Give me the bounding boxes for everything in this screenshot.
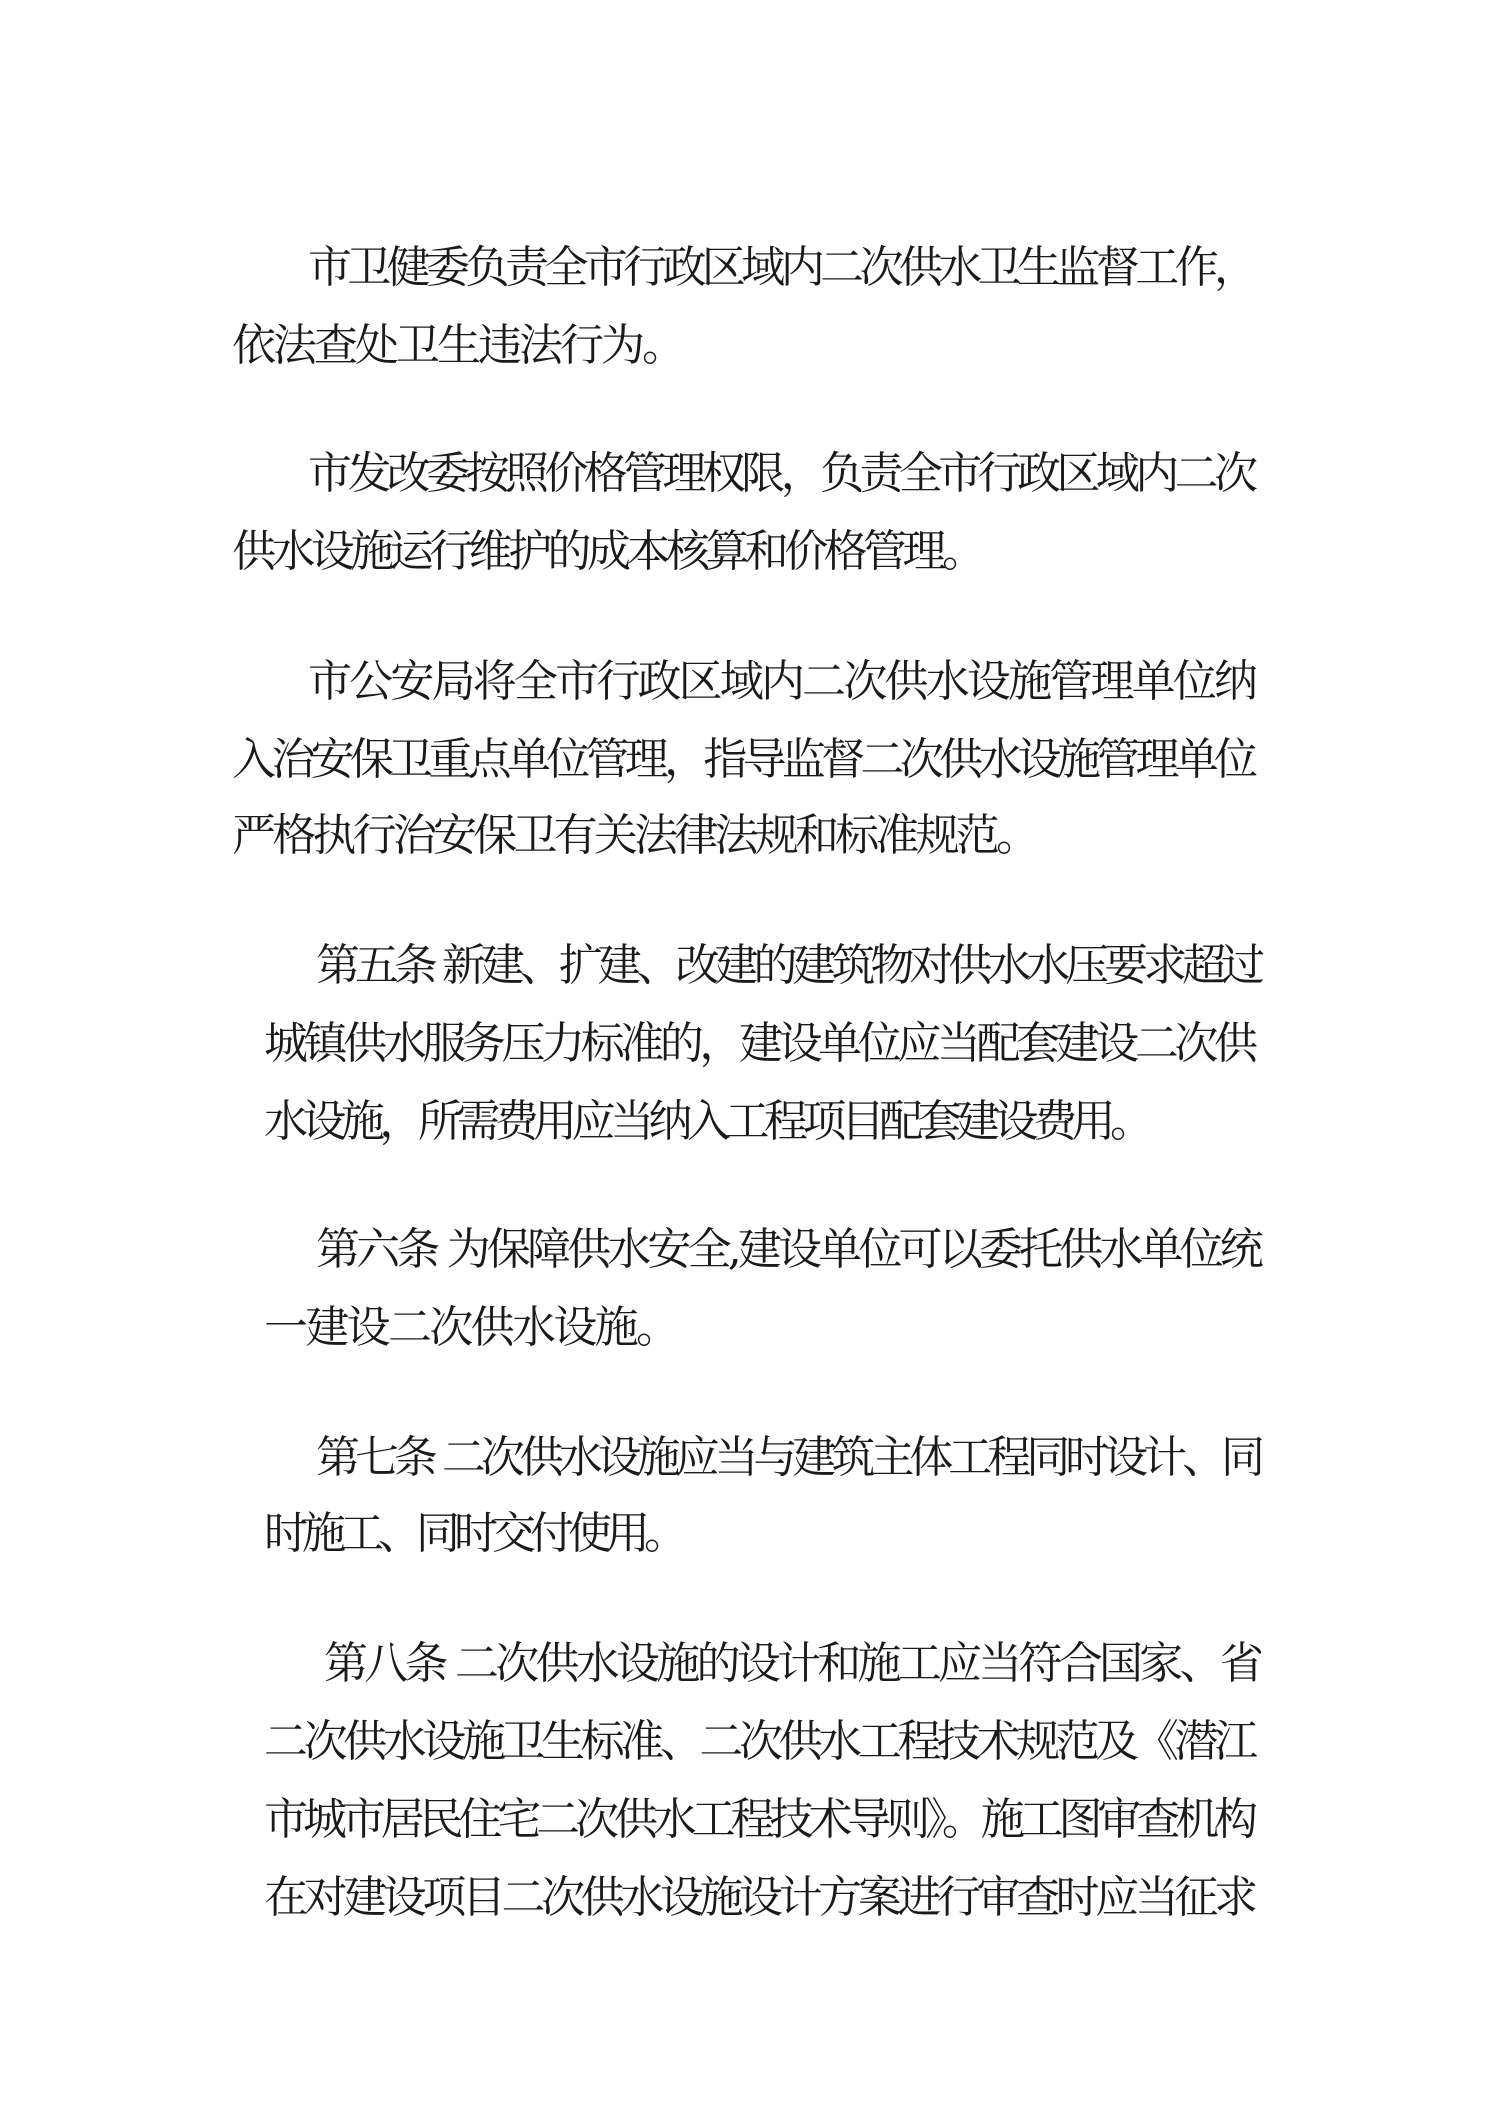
- paragraph-2-line-1: 市发改委按照价格管理权限，负责全市行政区域内二次: [308, 448, 1254, 499]
- article-7-line-1: 第七条 二次供水设施应当与建筑主体工程同时设计、同: [316, 1432, 1260, 1483]
- paragraph-3-line-2: 入治安保卫重点单位管理，指导监督二次供水设施管理单位: [232, 734, 1254, 785]
- article-8-line-1: 第八条 二次供水设施的设计和施工应当符合国家、省: [324, 1638, 1260, 1689]
- article-5-line-2: 城镇供水服务压力标准的，建设单位应当配套建设二次供: [264, 1018, 1254, 1069]
- article-6-line-1: 第六条 为保障供水安全,建设单位可以委托供水单位统: [316, 1224, 1260, 1275]
- article-8-line-2: 二次供水设施卫生标准、二次供水工程技术规范及《潜江: [264, 1716, 1254, 1767]
- article-8-line-4: 在对建设项目二次供水设施设计方案进行审查时应当征求: [264, 1872, 1254, 1923]
- article-5-line-1: 第五条 新建、扩建、改建的建筑物对供水水压要求超过: [316, 940, 1260, 991]
- paragraph-3-line-3: 严格执行治安保卫有关法律法规和标准规范。: [232, 810, 1037, 861]
- article-7-line-2: 时施工、同时交付使用。: [264, 1508, 682, 1559]
- paragraph-1-line-2: 依法查处卫生违法行为。: [232, 320, 683, 371]
- article-8-line-3: 市城市居民住宅二次供水工程技术导则》。施工图审查机构: [264, 1794, 1253, 1845]
- paragraph-1-line-1: 市卫健委负责全市行政区域内二次供水卫生监督工作，: [308, 242, 1254, 293]
- article-6-line-2: 一建设二次供水设施。: [264, 1302, 678, 1353]
- paragraph-2-line-2: 供水设施运行维护的成本核算和价格管理。: [232, 526, 982, 577]
- article-5-line-3: 水设施，所需费用应当纳入工程项目配套建设费用。: [264, 1096, 1149, 1147]
- paragraph-3-line-1: 市公安局将全市行政区域内二次供水设施管理单位纳: [308, 656, 1256, 707]
